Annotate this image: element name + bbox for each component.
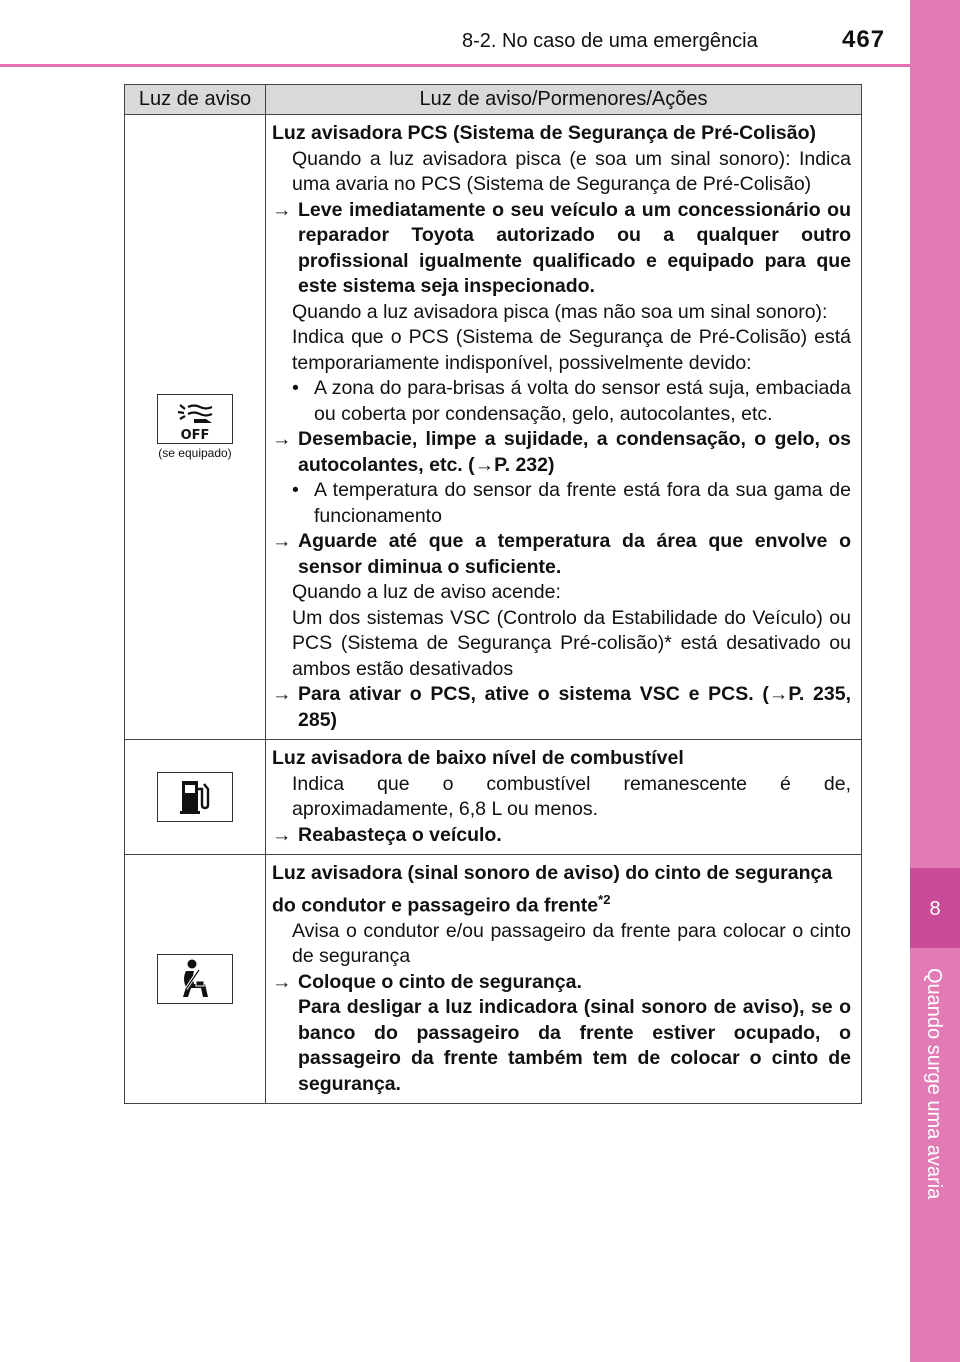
description-cell bbox=[266, 855, 862, 1104]
chapter-title: Quando surge uma avaria bbox=[923, 968, 945, 1200]
icon-cell bbox=[125, 855, 266, 1104]
title-text: Luz avisadora (sinal sonoro de aviso) do cinto de segurança do condutor e passageiro da frente bbox=[272, 862, 833, 916]
action-item bbox=[272, 823, 851, 849]
pcs-off-icon bbox=[157, 394, 233, 444]
description-text: Indica que o combustível remanescente é de, aproximadamente, 6,8 L ou menos. bbox=[292, 772, 851, 820]
action-item bbox=[272, 529, 851, 580]
table-row bbox=[125, 740, 862, 855]
action-text: Coloque o cinto de segurança. bbox=[298, 970, 582, 993]
chapter-number: 8 bbox=[929, 898, 941, 920]
section-title: 8-2. No caso de uma emergência bbox=[462, 30, 758, 52]
seatbelt-icon bbox=[157, 954, 233, 1004]
icon-cell bbox=[125, 740, 266, 855]
icon-cell bbox=[125, 115, 266, 740]
arrow-icon: → bbox=[272, 683, 292, 705]
description-text: Avisa o condutor e/ou passageiro da frente para colocar o cinto de segurança bbox=[292, 919, 851, 967]
description-text: Quando a luz avisadora pisca (mas não soa um sinal sonoro): bbox=[292, 300, 828, 323]
action-text: Desembacie, limpe a sujidade, a condensação, o gelo, os autocolantes, etc. (→P. 232) bbox=[298, 428, 851, 476]
table-row bbox=[125, 115, 862, 740]
bullet-text: A zona do para-brisas á volta do sensor está suja, embaciada ou coberta por condensação, gelo, autocolantes, etc. bbox=[314, 377, 851, 425]
action-text: Aguarde até que a temperatura da área que envolve o sensor diminua o suficiente. bbox=[298, 530, 851, 578]
arrow-icon: → bbox=[272, 428, 292, 450]
action-continuation: Para desligar a luz indicadora (sinal sonoro de aviso), se o banco do passageiro da frente estiver ocupado, o passageiro da frente também tem de colocar o cinto de segurança. bbox=[298, 996, 851, 1095]
pcs-off-label: OFF bbox=[180, 428, 210, 443]
description-cell bbox=[266, 740, 862, 855]
warning-lights-table bbox=[124, 84, 862, 1104]
bullet-item bbox=[272, 376, 851, 427]
action-text: Leve imediatamente o seu veículo a um concessionário ou reparador Toyota autorizado ou a qualquer outro profissional igualmente qualificado e equipado para que este sistema seja inspecionado. bbox=[298, 198, 851, 297]
description-text: Quando a luz de aviso acende: bbox=[292, 581, 561, 603]
description-text: Um dos sistemas VSC (Controlo da Estabilidade do Veículo) ou PCS (Sistema de Segurança Pré-colisão)* está desativado ou ambos estão desativados bbox=[292, 606, 851, 680]
arrow-icon: → bbox=[272, 198, 292, 221]
icon-note: (se equipado) bbox=[158, 446, 232, 460]
action-item bbox=[272, 427, 851, 478]
action-text: Para ativar o PCS, ative o sistema VSC e PCS. (→P. 235, 285) bbox=[298, 683, 851, 731]
bullet-icon: • bbox=[292, 479, 299, 501]
light-title bbox=[272, 861, 851, 919]
fuel-pump-icon bbox=[157, 772, 233, 822]
footnote-mark: *2 bbox=[598, 891, 611, 907]
action-item bbox=[272, 682, 851, 733]
bullet-icon: • bbox=[292, 377, 299, 399]
arrow-icon: → bbox=[272, 970, 292, 993]
column-header-light: Luz de aviso bbox=[125, 85, 266, 115]
light-title: Luz avisadora PCS (Sistema de Segurança de Pré-Colisão) bbox=[272, 122, 817, 144]
light-title: Luz avisadora de baixo nível de combustível bbox=[272, 747, 684, 769]
column-header-details: Luz de aviso/Pormenores/Ações bbox=[266, 85, 862, 115]
arrow-icon: → bbox=[272, 823, 292, 846]
chapter-side-tab bbox=[910, 0, 960, 1362]
action-item bbox=[272, 198, 851, 300]
header-rule bbox=[0, 64, 910, 67]
page-number: 467 bbox=[842, 26, 886, 53]
bullet-item bbox=[272, 478, 851, 529]
action-item bbox=[272, 970, 851, 996]
bullet-text: A temperatura do sensor da frente está fora da sua gama de funcionamento bbox=[314, 479, 851, 527]
arrow-icon: → bbox=[272, 530, 292, 552]
table-row bbox=[125, 855, 862, 1104]
action-text: Reabasteça o veículo. bbox=[298, 823, 502, 846]
description-text: Indica que o PCS (Sistema de Segurança de Pré-Colisão) está temporariamente indisponível, possivelmente devido: bbox=[292, 326, 851, 374]
description-cell bbox=[266, 115, 862, 740]
table-header-row bbox=[125, 85, 862, 115]
description-text: Quando a luz avisadora pisca (e soa um sinal sonoro): Indica uma avaria no PCS (Sistema de Segurança de Pré-Colisão) bbox=[292, 147, 851, 195]
